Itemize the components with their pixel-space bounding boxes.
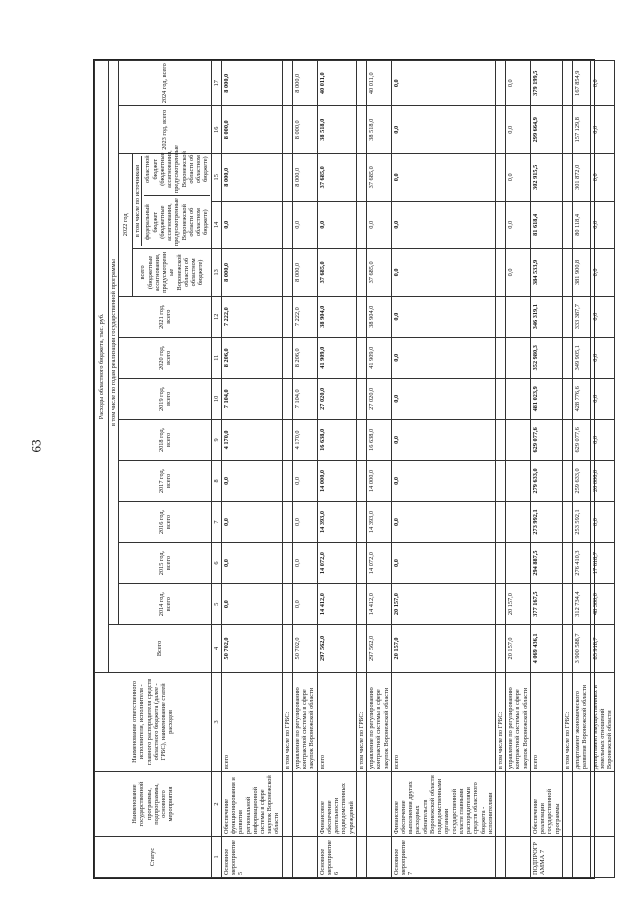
cell-value: 279 633,0 (530, 460, 562, 501)
table-row (496, 61, 506, 878)
cell-value: 0,0 (590, 337, 615, 378)
cell-responsible: управление по регулированию контрактной системы в сфере закупок Воронежской области (367, 672, 392, 771)
cell-value: 0,0 (391, 419, 495, 460)
cell-responsible: департамент имущественных и земельных отношений Воронежской области (590, 672, 615, 771)
cell-value: 0,0 (317, 201, 356, 249)
cell-status: Основное мероприятие 6 (317, 836, 356, 877)
cell-value: 27 020,0 (367, 378, 392, 419)
cell-value: 3 900 588,7 (573, 625, 590, 673)
cell-value: 157 129,8 (573, 106, 590, 154)
cell-value: 0,0 (590, 501, 615, 542)
cell-value: 0,0 (590, 419, 615, 460)
cell-value (282, 543, 292, 584)
cell-status: ПОДПРОГРАММА 7 (530, 836, 562, 877)
cell-value: 302 915,5 (530, 154, 562, 202)
column-number: 8 (211, 460, 221, 501)
cell-value: 0,0 (506, 61, 531, 106)
cell-value: 14 412,0 (317, 584, 356, 625)
column-number: 4 (211, 625, 221, 673)
column-number: 13 (211, 249, 221, 297)
cell-value: 8 206,0 (292, 337, 317, 378)
cell-value (496, 501, 506, 542)
header-2024: 2024 год, всего (119, 61, 211, 106)
cell-value (506, 501, 531, 542)
header-name: Наименование государственной программы, подпрограммы, основного мероприятия (95, 772, 212, 837)
cell-value: 0,0 (391, 61, 495, 106)
header-status: Статус (95, 836, 212, 877)
cell-value: 0,0 (590, 154, 615, 202)
cell-value: 299 664,9 (530, 106, 562, 154)
cell-value (282, 201, 292, 249)
cell-value: 7 222,0 (292, 296, 317, 337)
cell-name: Обеспечение реализации государственной программы (530, 772, 562, 837)
cell-value: 349 905,1 (573, 337, 590, 378)
cell-status (367, 836, 392, 877)
cell-value: 384 533,9 (530, 249, 562, 297)
cell-value: 8 000,0 (292, 61, 317, 106)
cell-value (562, 501, 572, 542)
cell-value (562, 460, 572, 501)
cell-value (562, 106, 572, 154)
cell-value (356, 419, 366, 460)
cell-value (496, 625, 506, 673)
cell-value: 38 904,0 (367, 296, 392, 337)
cell-value: 428 776,6 (573, 378, 590, 419)
column-number: 17 (211, 61, 221, 106)
cell-value: 0,0 (506, 201, 531, 249)
cell-value (282, 296, 292, 337)
header-expenses (95, 61, 109, 673)
header-2022-sources (133, 145, 211, 249)
cell-value: 14 393,0 (317, 501, 356, 542)
cell-value: 37 685,0 (317, 154, 356, 202)
cell-value: 38 518,0 (367, 106, 392, 154)
cell-value: 276 410,3 (573, 543, 590, 584)
cell-value: 301 872,0 (573, 154, 590, 202)
cell-value: 37 685,0 (317, 249, 356, 297)
cell-value (356, 625, 366, 673)
cell-value: 80 118,4 (573, 201, 590, 249)
cell-value: 50 702,0 (221, 625, 282, 673)
cell-value: 20 157,0 (391, 584, 495, 625)
cell-value (496, 460, 506, 501)
cell-value (356, 460, 366, 501)
cell-name: Финансовое обеспечение деятельности подведомственных учреждений (317, 772, 356, 837)
cell-name (562, 772, 572, 837)
cell-value: 4 069 436,1 (530, 625, 562, 673)
cell-value: 0,0 (391, 378, 495, 419)
cell-value (282, 337, 292, 378)
cell-value (282, 61, 292, 106)
cell-value (356, 61, 366, 106)
header-total: Всего (109, 625, 212, 673)
cell-value: 333 387,7 (573, 296, 590, 337)
cell-value: 38 904,0 (317, 296, 356, 337)
column-number: 16 (211, 106, 221, 154)
cell-value: 4 170,0 (292, 419, 317, 460)
cell-value (562, 201, 572, 249)
table-row (356, 61, 366, 878)
table-row (391, 61, 495, 878)
cell-value: 8 000,0 (292, 106, 317, 154)
cell-value: 0,0 (292, 543, 317, 584)
cell-value: 629 077,6 (573, 419, 590, 460)
cell-responsible: департамент экономического развития Воронежской области (573, 672, 590, 771)
cell-value (562, 296, 572, 337)
cell-value: 37 685,0 (367, 154, 392, 202)
cell-value: 37 685,0 (367, 249, 392, 297)
cell-value: 0,0 (590, 61, 615, 106)
cell-value (356, 584, 366, 625)
cell-responsible: в том числе по ГРБС: (356, 672, 366, 771)
column-number: 6 (211, 543, 221, 584)
cell-name: Финансовое обеспечение выполнения других расходных обязательств Воронежской области подведомственными органами государственной власти главными распорядителями средств областного бюджета - исполнителями (391, 772, 495, 837)
cell-value (562, 249, 572, 297)
page-number: 63 (28, 439, 44, 453)
cell-value: 346 319,1 (530, 296, 562, 337)
cell-value (562, 625, 572, 673)
cell-status (356, 836, 366, 877)
cell-value: 8 000,0 (221, 61, 282, 106)
cell-value: 27 020,0 (317, 378, 356, 419)
header-2022-total: всего (бюджетные ассигнования, предусмотренные Воронежской области об областном бюджете) (133, 249, 211, 297)
cell-value: 40 011,0 (317, 61, 356, 106)
cell-value: 14 393,0 (367, 501, 392, 542)
header-2021: 2021 год, всего (119, 296, 211, 337)
header-2023: 2023 год, всего (119, 106, 211, 154)
cell-value (356, 201, 366, 249)
cell-value: 7 104,0 (292, 378, 317, 419)
cell-value: 85 918,7 (590, 625, 615, 673)
cell-value (282, 378, 292, 419)
header-2022: 2022 год (119, 154, 133, 297)
cell-value: 0,0 (506, 106, 531, 154)
cell-value (356, 543, 366, 584)
cell-value: 81 618,4 (530, 201, 562, 249)
cell-value (282, 625, 292, 673)
cell-value: 0,0 (590, 249, 615, 297)
cell-value (496, 296, 506, 337)
cell-value: 8 000,0 (221, 249, 282, 297)
cell-value: 14 412,0 (367, 584, 392, 625)
cell-value (562, 337, 572, 378)
cell-value: 0,0 (221, 501, 282, 542)
cell-value: 0,0 (221, 460, 282, 501)
table-row (573, 61, 590, 878)
cell-status (562, 836, 572, 877)
cell-value: 381 900,8 (573, 249, 590, 297)
cell-value: 50 702,0 (292, 625, 317, 673)
cell-name (282, 772, 292, 837)
cell-value: 0,0 (367, 201, 392, 249)
cell-value: 14 000,0 (317, 460, 356, 501)
cell-value: 253 592,1 (573, 501, 590, 542)
cell-value (496, 154, 506, 202)
header-2017: 2017 год, всего (119, 460, 211, 501)
cell-value: 14 000,0 (367, 460, 392, 501)
cell-value: 0,0 (391, 154, 495, 202)
cell-status: Основное мероприятие 7 (391, 836, 495, 877)
cell-value: 297 562,0 (317, 625, 356, 673)
column-number: 10 (211, 378, 221, 419)
column-numbers-row (211, 61, 221, 878)
header-2014: 2014 год, всего (119, 584, 211, 625)
cell-value: 20 000,0 (590, 460, 615, 501)
cell-name (292, 772, 317, 837)
cell-responsible: управление по регулированию контрактной системы в сфере закупок Воронежской области (506, 672, 531, 771)
cell-value: 0,0 (506, 249, 531, 297)
cell-value (562, 154, 572, 202)
cell-value (562, 584, 572, 625)
header-2020: 2020 год, всего (119, 337, 211, 378)
header-2018: 2018 год, всего (119, 419, 211, 460)
header-expenses-title: Расходы областного бюджета, тыс. руб. (97, 313, 105, 420)
cell-value (282, 460, 292, 501)
header-2019: 2019 год, всего (119, 378, 211, 419)
cell-value: 16 638,0 (367, 419, 392, 460)
header-2015: 2015 год, всего (119, 543, 211, 584)
cell-status: Основное мероприятие 5 (221, 836, 282, 877)
cell-value: 377 167,5 (530, 584, 562, 625)
cell-value (282, 501, 292, 542)
column-number: 1 (211, 836, 221, 877)
cell-status (496, 836, 506, 877)
cell-value (562, 61, 572, 106)
column-number: 2 (211, 772, 221, 837)
cell-value: 0,0 (391, 201, 495, 249)
cell-value: 629 077,6 (530, 419, 562, 460)
cell-value: 297 562,0 (367, 625, 392, 673)
column-number: 11 (211, 337, 221, 378)
rotated-table-frame (93, 59, 614, 879)
table-row (317, 61, 356, 878)
cell-value: 259 633,0 (573, 460, 590, 501)
cell-name: Обеспечение функционирования и развития региональной информационной системы в сфере закупок Воронежской области (221, 772, 282, 837)
cell-value: 40 011,0 (367, 61, 392, 106)
cell-value: 4 170,0 (221, 419, 282, 460)
table-row (562, 61, 572, 878)
cell-status (292, 836, 317, 877)
cell-value: 273 992,1 (530, 501, 562, 542)
cell-value: 0,0 (391, 460, 495, 501)
cell-value (496, 61, 506, 106)
cell-value: 0,0 (221, 584, 282, 625)
cell-value (282, 584, 292, 625)
cell-name (367, 772, 392, 837)
table-row (292, 61, 317, 878)
cell-value: 0,0 (221, 201, 282, 249)
cell-name (590, 772, 615, 837)
cell-value (356, 106, 366, 154)
table-row (367, 61, 392, 878)
cell-value (506, 378, 531, 419)
cell-status (506, 836, 531, 877)
table-row (530, 61, 562, 878)
cell-responsible: в том числе по ГРБС: (282, 672, 292, 771)
cell-value (496, 543, 506, 584)
cell-value: 20 157,0 (506, 584, 531, 625)
cell-value (506, 296, 531, 337)
cell-value: 0,0 (590, 201, 615, 249)
table-row (221, 61, 282, 878)
cell-value: 0,0 (292, 584, 317, 625)
cell-value (282, 249, 292, 297)
cell-value: 294 887,5 (530, 543, 562, 584)
cell-value (506, 460, 531, 501)
cell-value (496, 106, 506, 154)
header-fed-budget: федеральный бюджет (бюджетные ассигнования, предусмотренные Воронежской области об областном бюджете) (144, 198, 210, 247)
column-number: 5 (211, 584, 221, 625)
header-incl-sources: в том числе по источникам (134, 156, 142, 246)
cell-value (506, 543, 531, 584)
cell-value: 0,0 (506, 154, 531, 202)
cell-value (562, 378, 572, 419)
cell-value: 0,0 (590, 106, 615, 154)
cell-value (562, 543, 572, 584)
cell-value: 167 854,9 (573, 61, 590, 106)
table-row (590, 61, 615, 878)
column-number: 14 (211, 201, 221, 249)
cell-value (496, 378, 506, 419)
cell-responsible: всего (391, 672, 495, 771)
cell-value (496, 419, 506, 460)
cell-value: 8 000,0 (221, 106, 282, 154)
header-reg-budget: областной бюджет (бюджетные ассигнования, предусмотренные Воронежской области об областном бюджете) (144, 145, 209, 196)
cell-value (282, 419, 292, 460)
column-number: 15 (211, 154, 221, 202)
cell-value: 481 023,9 (530, 378, 562, 419)
cell-value: 41 909,0 (367, 337, 392, 378)
cell-value: 0,0 (292, 201, 317, 249)
cell-value: 0,0 (391, 106, 495, 154)
header-2016: 2016 год, всего (119, 501, 211, 542)
cell-value (496, 249, 506, 297)
cell-value (282, 154, 292, 202)
cell-value (506, 337, 531, 378)
column-number: 12 (211, 296, 221, 337)
cell-value (356, 249, 366, 297)
cell-value: 8 000,0 (221, 154, 282, 202)
cell-value (506, 419, 531, 460)
cell-responsible: всего (221, 672, 282, 771)
table-row (282, 61, 292, 878)
cell-value: 14 072,0 (317, 543, 356, 584)
cell-value: 0,0 (590, 296, 615, 337)
cell-value: 14 072,0 (367, 543, 392, 584)
cell-value: 0,0 (292, 460, 317, 501)
cell-value: 8 000,0 (292, 154, 317, 202)
cell-name (573, 772, 590, 837)
cell-value: 8 000,0 (292, 249, 317, 297)
cell-status (590, 836, 615, 877)
cell-value: 17 618,7 (590, 543, 615, 584)
header-responsible: Наименование ответственного исполнителя, исполнителя - главного распорядителя средств областного бюджета (далее - ГРБС), наименование статей расходов (95, 672, 212, 771)
column-number: 9 (211, 419, 221, 460)
cell-value: 7 104,0 (221, 378, 282, 419)
budget-table (94, 60, 615, 878)
cell-responsible: управление по регулированию контрактной системы в сфере закупок Воронежской области (292, 672, 317, 771)
cell-value: 352 980,3 (530, 337, 562, 378)
cell-value: 0,0 (391, 296, 495, 337)
column-number: 3 (211, 672, 221, 771)
cell-status (282, 836, 292, 877)
cell-value (496, 201, 506, 249)
table-body (221, 61, 614, 878)
column-number: 7 (211, 501, 221, 542)
cell-value: 48 300,0 (590, 584, 615, 625)
cell-name (356, 772, 366, 837)
cell-value: 0,0 (391, 249, 495, 297)
cell-value (356, 378, 366, 419)
cell-value (496, 584, 506, 625)
cell-value: 0,0 (391, 337, 495, 378)
cell-value (496, 337, 506, 378)
cell-responsible: всего (317, 672, 356, 771)
cell-value: 312 734,4 (573, 584, 590, 625)
cell-name (496, 772, 506, 837)
cell-value (356, 296, 366, 337)
header-expenses-sub: в том числе по годам реализации государственной программы (109, 61, 119, 625)
cell-value (562, 419, 572, 460)
cell-responsible: в том числе по ГРБС: (496, 672, 506, 771)
cell-value (356, 501, 366, 542)
cell-status (573, 836, 590, 877)
cell-value: 20 157,0 (391, 625, 495, 673)
cell-value: 0,0 (391, 501, 495, 542)
cell-value: 0,0 (292, 501, 317, 542)
cell-responsible: всего (530, 672, 562, 771)
cell-value (356, 154, 366, 202)
cell-name (506, 772, 531, 837)
cell-value: 0,0 (391, 543, 495, 584)
cell-value: 41 909,0 (317, 337, 356, 378)
cell-value (356, 337, 366, 378)
cell-value: 38 518,0 (317, 106, 356, 154)
cell-value: 0,0 (221, 543, 282, 584)
table-row (506, 61, 531, 878)
cell-value (282, 106, 292, 154)
cell-value: 7 222,0 (221, 296, 282, 337)
cell-responsible: в том числе по ГРБС: (562, 672, 572, 771)
cell-value: 0,0 (590, 378, 615, 419)
cell-value: 379 199,5 (530, 61, 562, 106)
cell-value: 16 638,0 (317, 419, 356, 460)
cell-value: 20 157,0 (506, 625, 531, 673)
cell-value: 8 206,0 (221, 337, 282, 378)
